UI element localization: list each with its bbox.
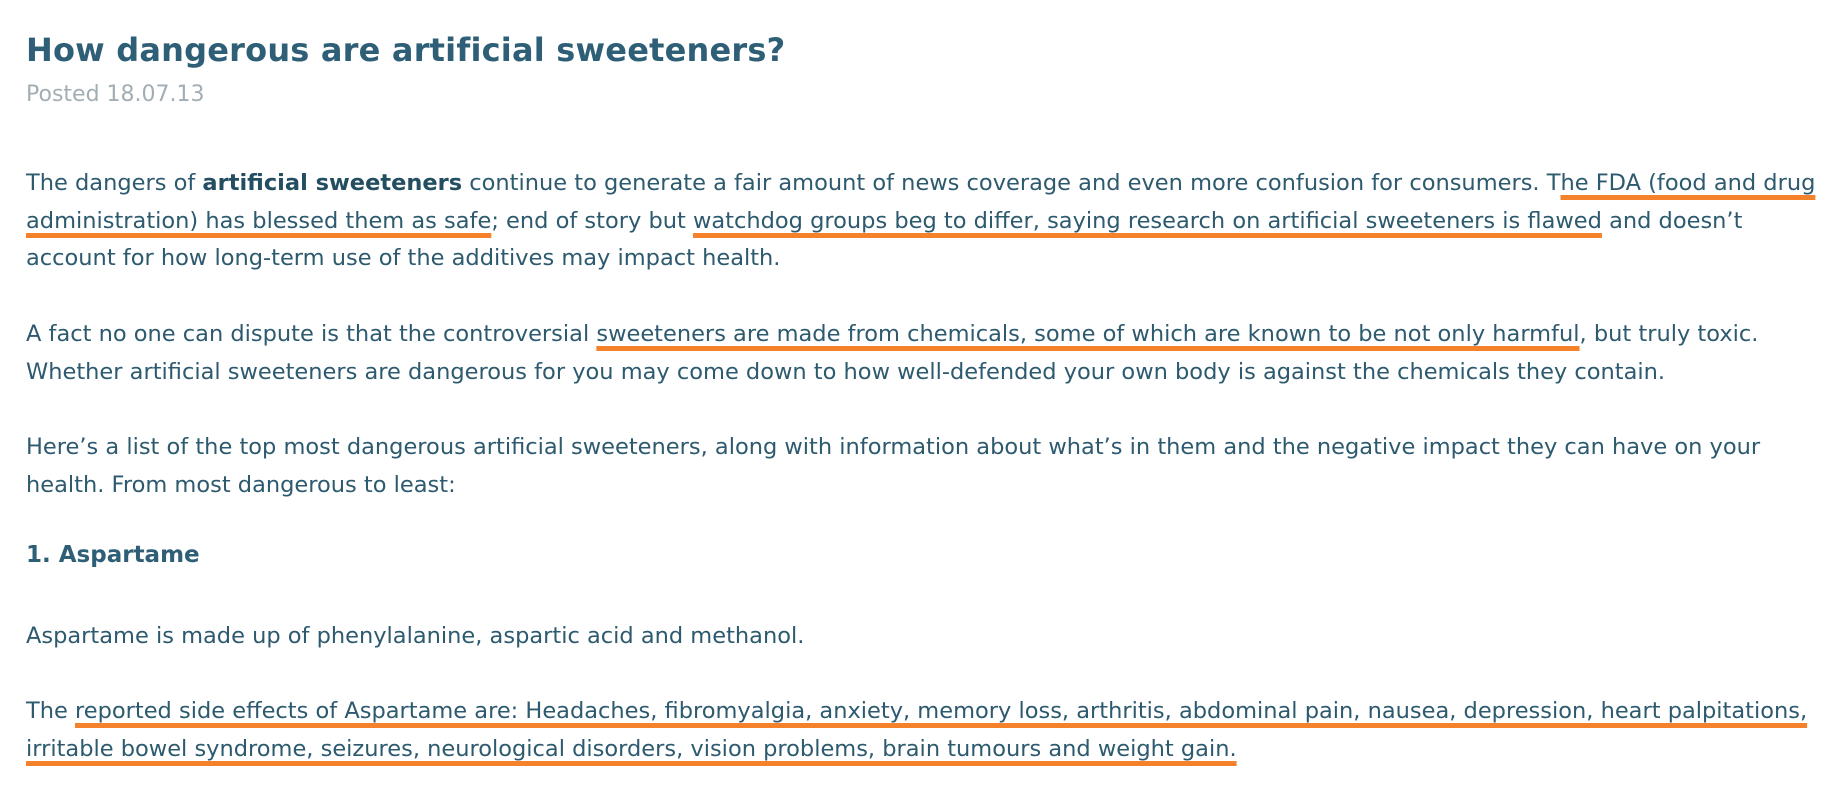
text-segment: The dangers of	[26, 170, 203, 196]
text-segment: ; end of story but	[491, 207, 693, 234]
highlighted-watchdog-text: watchdog groups beg to differ, saying research on artificial sweeteners is flawed	[692, 207, 1602, 234]
paragraph-aspartame-composition: Aspartame is made up of phenylalanine, aspartic acid and methanol.	[26, 623, 805, 649]
bold-term: artificial sweeteners	[202, 170, 463, 196]
posted-date: Posted 18.07.13	[26, 82, 205, 107]
text-segment: The	[26, 698, 75, 724]
highlighted-chemicals-text: sweeteners are made from chemicals, some of which are known to be not only harmful	[596, 321, 1580, 347]
text-segment: , but truly toxic. Whether artificial sweeteners are dangerous for you may come down to how well-defended your own body is against the chemicals they contain.	[26, 321, 1759, 385]
paragraph-intro	[26, 165, 1816, 278]
text-segment: continue to generate a fair amount of news coverage and even more confusion for consumers. T	[462, 170, 1561, 196]
highlighted-fda-text: he FDA (food and drug administration) has blessed them as safe	[26, 170, 1816, 234]
section-heading-aspartame: 1. Aspartame	[26, 542, 200, 568]
highlighted-side-effects-text: reported side effects of Aspartame are: Headaches, fibromyalgia, anxiety, memory loss, arthritis, abdominal pain, nausea, depression, heart palpitations, irritable bowel syndrome, seizures, neurological disorders, vision problems, brain tumours and weight gain.	[26, 698, 1808, 762]
paragraph-chemicals	[26, 316, 1816, 391]
article-title: How dangerous are artificial sweeteners?	[26, 31, 786, 69]
paragraph-list-intro: Here’s a list of the top most dangerous artificial sweeteners, along with information about what’s in them and the negative impact they can have on your health. From most dangerous to least:	[26, 434, 1761, 498]
text-segment: and doesn’t account for how long-term use of the additives may impact health.	[26, 207, 1743, 271]
text-segment: A fact no one can dispute is that the controversial	[26, 321, 597, 347]
paragraph-aspartame-side-effects	[26, 693, 1816, 768]
